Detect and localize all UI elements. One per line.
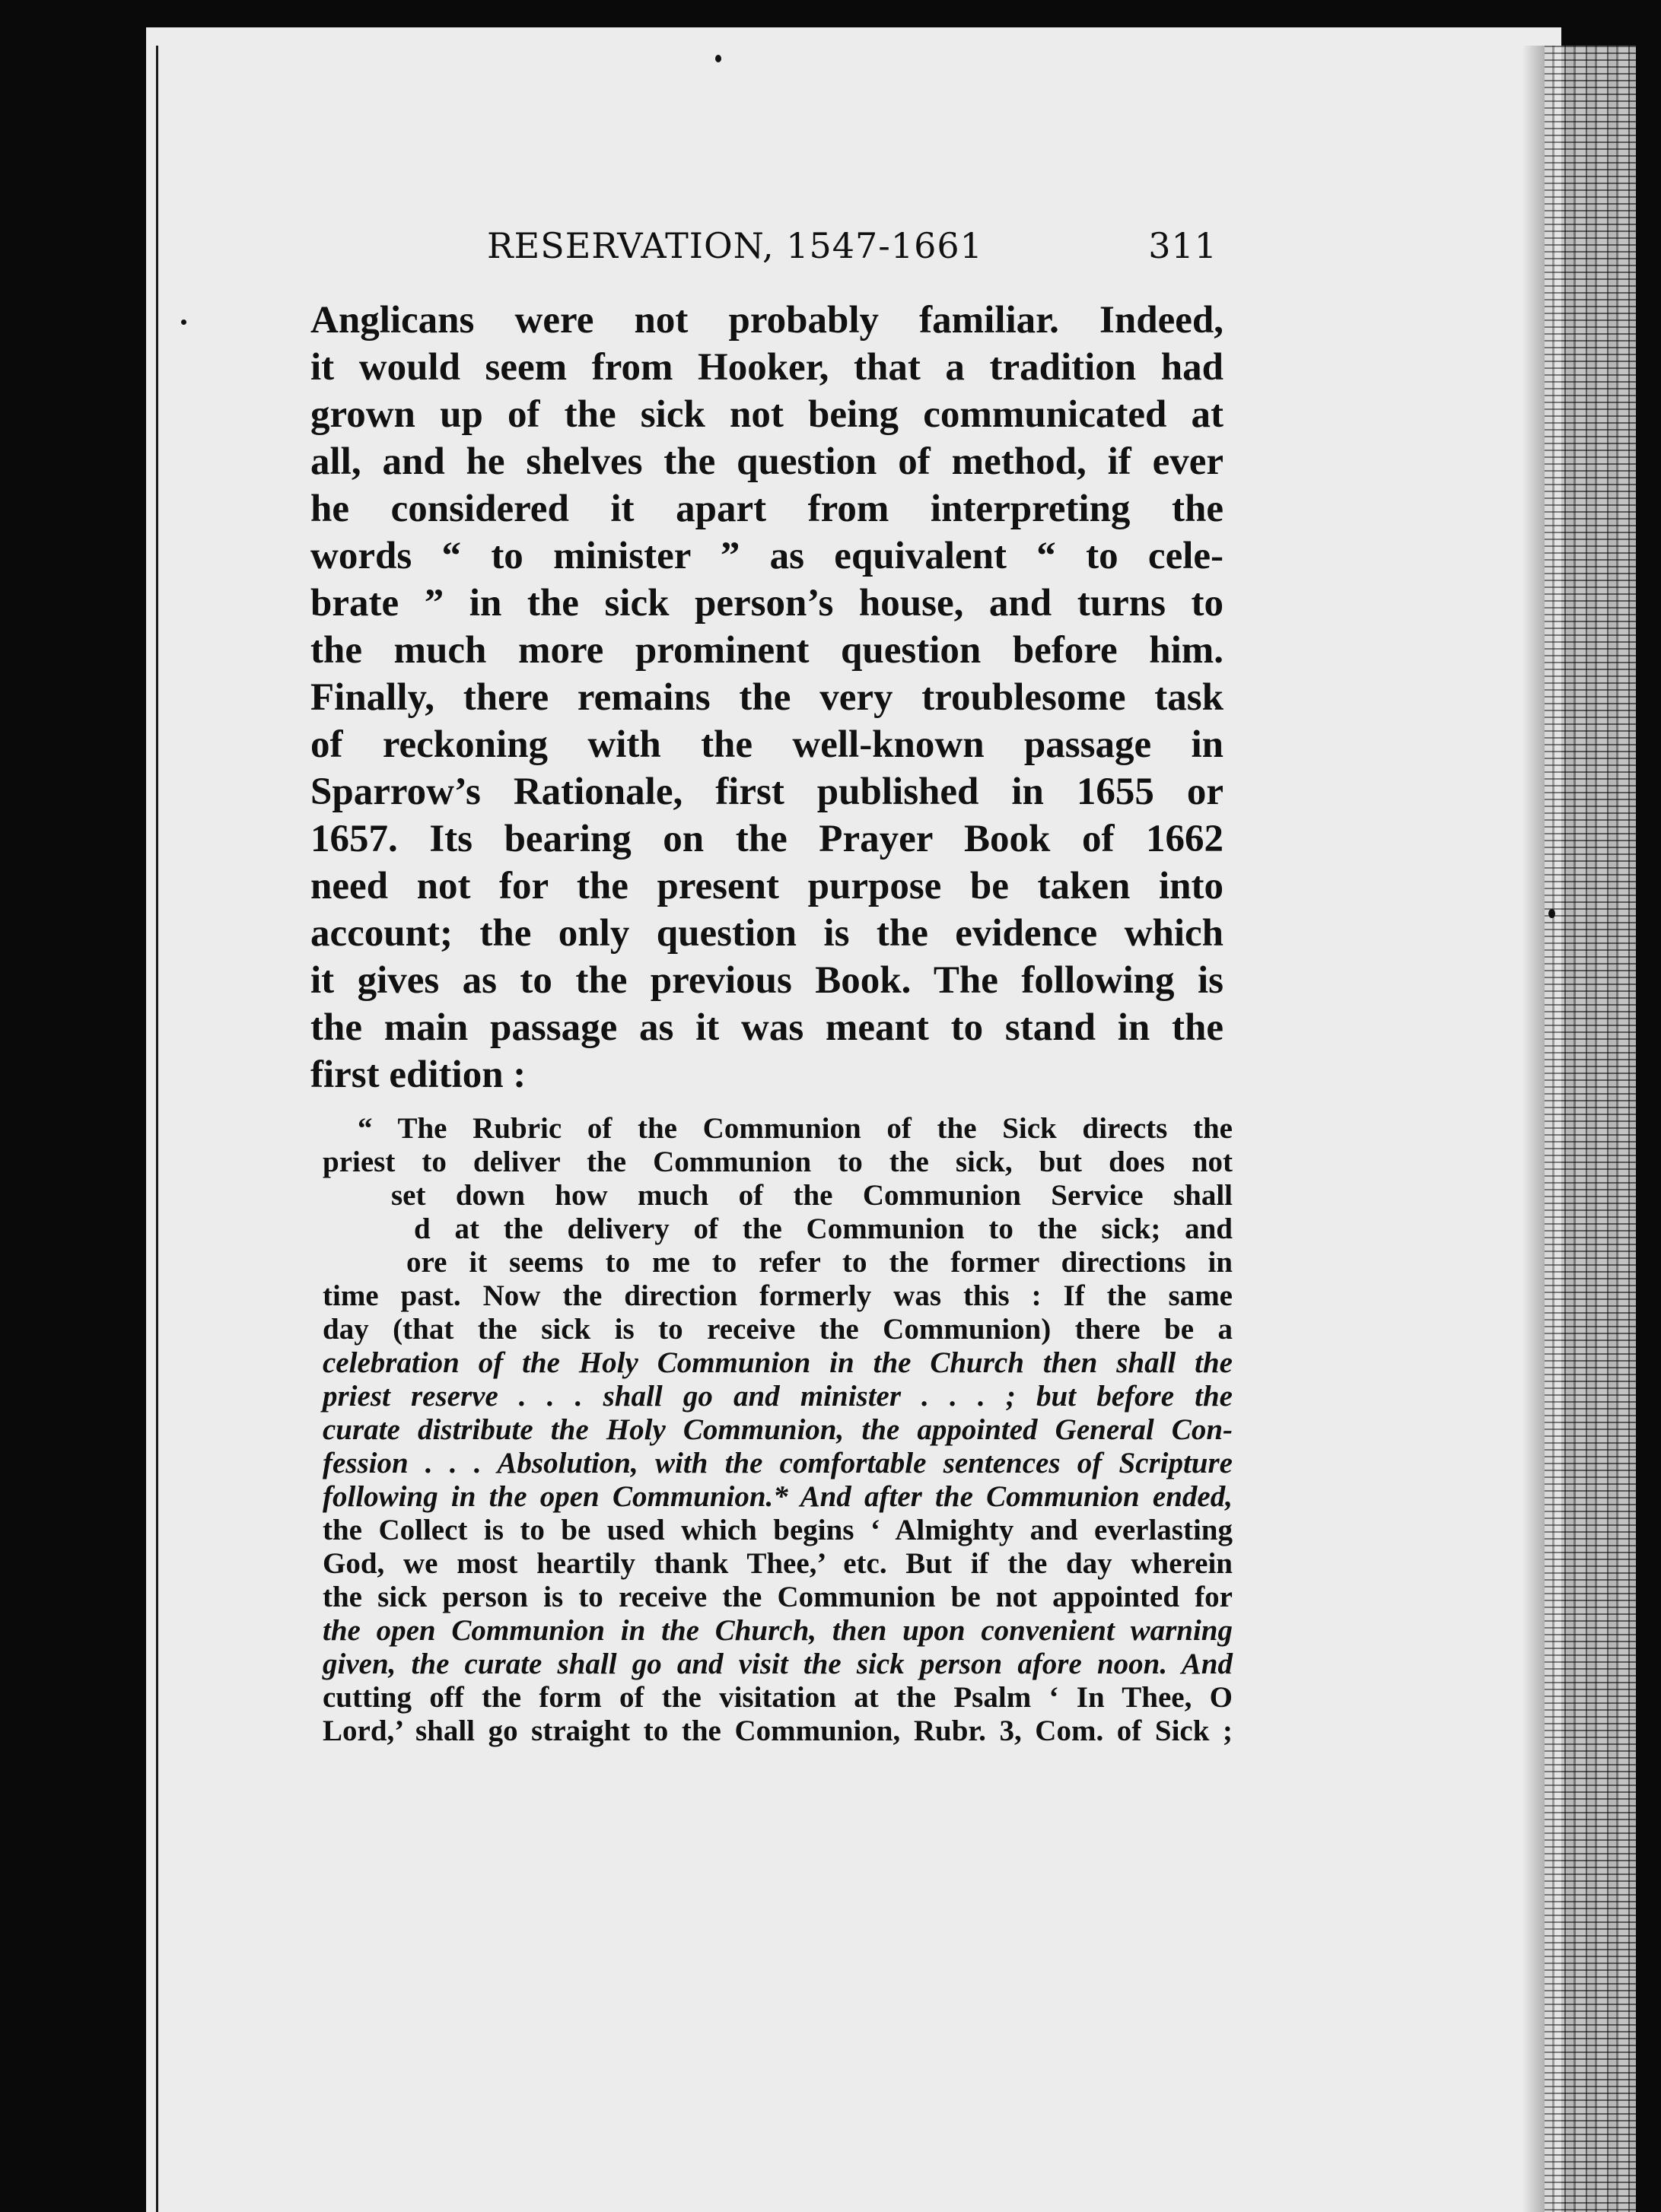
text-line: Sparrow’s Rationale, first published in 1655 or bbox=[310, 771, 1223, 813]
ink-speck bbox=[1548, 909, 1555, 918]
quote-line: the open Communion in the Church, then upon convenient warning bbox=[323, 1614, 1233, 1647]
quote-line: priest reserve . . . shall go and minister . . . ; but before the bbox=[323, 1380, 1233, 1413]
stacked-page-edges bbox=[1545, 46, 1636, 2212]
text-line: it would seem from Hooker, that a tradition had bbox=[310, 346, 1223, 389]
quote-line: celebration of the Holy Communion in the Church then shall the bbox=[323, 1346, 1233, 1379]
text-line: first edition : bbox=[310, 1054, 527, 1096]
quote-line: d at the delivery of the Communion to the sick; and bbox=[414, 1212, 1233, 1245]
text-line: account; the only question is the evidence which bbox=[310, 912, 1223, 955]
block-quotation bbox=[323, 1112, 1233, 1748]
running-head-title: RESERVATION, 1547-1661 bbox=[487, 225, 983, 266]
text-line: need not for the present purpose be taken into bbox=[310, 865, 1223, 907]
quote-line: time past. Now the direction formerly was this : If the same bbox=[323, 1279, 1233, 1312]
quote-line: fession . . . Absolution, with the comfortable sentences of Scripture bbox=[323, 1447, 1233, 1479]
quote-line: curate distribute the Holy Communion, the appointed General Con- bbox=[323, 1413, 1233, 1446]
text-line: the much more prominent question before him. bbox=[310, 629, 1223, 672]
quote-line: given, the curate shall go and visit the sick person afore noon. And bbox=[323, 1648, 1233, 1680]
text-line: Finally, there remains the very troublesome task bbox=[310, 676, 1223, 719]
quote-line: day (that the sick is to receive the Communion) there be a bbox=[323, 1313, 1233, 1346]
ink-speck bbox=[181, 319, 186, 325]
text-line: Anglicans were not probably familiar. Indeed, bbox=[310, 299, 1223, 342]
text-line: he considered it apart from interpreting the bbox=[310, 488, 1223, 530]
quote-line: following in the open Communion.* And after the Communion ended, bbox=[323, 1480, 1233, 1513]
text-line: brate ” in the sick person’s house, and turns to bbox=[310, 582, 1223, 625]
text-line: of reckoning with the well-known passage in bbox=[310, 723, 1223, 766]
text-line: the main passage as it was meant to stand in the bbox=[310, 1006, 1223, 1049]
page-number: 311 bbox=[1148, 225, 1217, 266]
ink-speck bbox=[715, 55, 721, 62]
quote-line: “ The Rubric of the Communion of the Sick directs the bbox=[358, 1112, 1233, 1145]
quote-line: set down how much of the Communion Service shall bbox=[391, 1179, 1233, 1212]
text-line: grown up of the sick not being communicated at bbox=[310, 393, 1223, 436]
quote-line: Lord,’ shall go straight to the Communion, Rubr. 3, Com. of Sick ; bbox=[323, 1715, 1233, 1747]
binding-edge bbox=[156, 46, 158, 2212]
quote-line: God, we most heartily thank Thee,’ etc. But if the day wherein bbox=[323, 1547, 1233, 1580]
main-paragraph bbox=[310, 297, 1223, 1098]
quote-line: ore it seems to me to refer to the former directions in bbox=[406, 1246, 1233, 1279]
text-line: 1657. Its bearing on the Prayer Book of 1662 bbox=[310, 818, 1223, 860]
page-edge-shadow bbox=[1522, 46, 1545, 2212]
text-line: it gives as to the previous Book. The following is bbox=[310, 959, 1223, 1002]
running-head bbox=[487, 225, 1217, 271]
text-line: words “ to minister ” as equivalent “ to cele- bbox=[310, 535, 1223, 577]
quote-line: the Collect is to be used which begins ‘ Almighty and everlasting bbox=[323, 1514, 1233, 1546]
text-line: all, and he shelves the question of method, if ever bbox=[310, 440, 1223, 483]
quote-line: the sick person is to receive the Communion be not appointed for bbox=[323, 1581, 1233, 1613]
quote-line: priest to deliver the Communion to the sick, but does not bbox=[323, 1146, 1233, 1178]
quote-line: cutting off the form of the visitation at the Psalm ‘ In Thee, O bbox=[323, 1681, 1233, 1714]
